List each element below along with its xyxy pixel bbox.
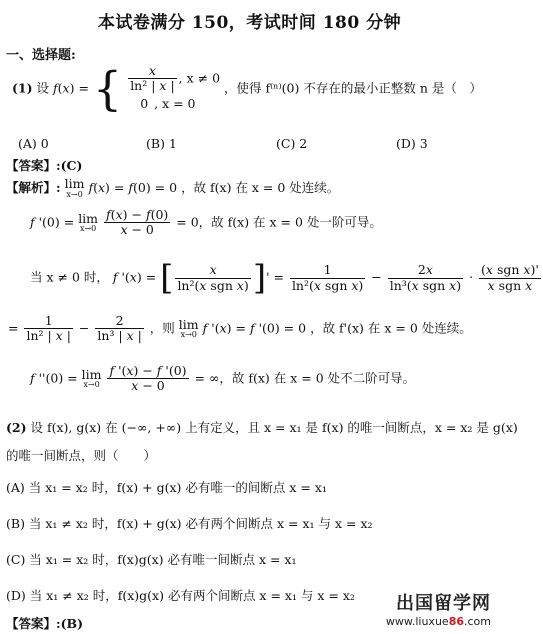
q1-option-b[interactable]: (B) 1 bbox=[146, 136, 177, 151]
q2-stem-1 bbox=[6, 418, 518, 436]
case2-value: 0 bbox=[140, 95, 149, 111]
watermark-name: 出国留学网 bbox=[396, 593, 491, 614]
line2-text: = 0，故 f(x) 在 x = 0 处一阶可导。 bbox=[176, 214, 382, 230]
watermark bbox=[386, 589, 491, 628]
line5-text: = ∞，故 f(x) 在 x = 0 处不二阶可导。 bbox=[194, 370, 416, 386]
q2-answer-value: (B) bbox=[60, 616, 84, 631]
piecewise-brace: { bbox=[92, 61, 123, 116]
watermark-url: www.liuxue86.com bbox=[385, 615, 491, 628]
analysis-line-3: 当 x ≠ 0 时， f '(x) = [ $\frac{x}{\text{ln²(x sgn x)}}$ ]' = $\frac{1}{\text{ln²(x sgn x)}}$ − $\frac{2x}{\text{ln³(x sgn x)}}$ · $\frac{\text{(x sgn x)'}}{\text{x sgn x}}$ bbox=[30, 258, 539, 298]
q2-answer bbox=[6, 614, 83, 632]
analysis-label: 【解析】: bbox=[6, 180, 61, 195]
analysis-line-5: f ''(0) = lim x→0 $\frac{f '(x) - f '(0)}{x - 0}$ = ∞，故 f(x) 在 x = 0 处不二阶可导。 bbox=[30, 363, 416, 394]
q2-number: (2) bbox=[6, 420, 27, 435]
piecewise-cases: $\frac{x}{\text{ln² | x |}}$ , x ≠ 0 0 , x = 0 bbox=[130, 63, 221, 111]
q1-option-a[interactable]: (A) 0 bbox=[18, 136, 49, 151]
section-heading: 一、选择题: bbox=[6, 48, 76, 63]
line1-text: ，故 f(x) 在 x = 0 处连续。 bbox=[181, 180, 340, 195]
analysis-line-2: f '(0) = lim x→0 $\frac{f(x) - f(0)}{x - 0}$ = 0，故 f(x) 在 x = 0 处一阶可导。 bbox=[30, 207, 382, 238]
q2-stem-line-1: 设 f(x), g(x) 在 (−∞, +∞) 上有定义，且 x = x₁ 是 f(x) 的唯一间断点，x = x₂ 是 g(x) bbox=[30, 420, 518, 435]
q1-answer-value: (C) bbox=[60, 158, 83, 173]
line4-tail: ，故 f'(x) 在 x = 0 处连续。 bbox=[310, 320, 472, 336]
q2-option-d[interactable]: (D) 当 x₁ ≠ x₂ 时，f(x)g(x) 必有两个间断点 x = x₁ 与 x = x₂ bbox=[6, 588, 355, 603]
q1-answer-label: 【答案】: bbox=[6, 158, 61, 173]
case2-condition: , x = 0 bbox=[154, 95, 196, 111]
q2-option-b[interactable]: (B) 当 x₁ ≠ x₂ 时，f(x) + g(x) 必有两个间断点 x = x₁ 与 x = x₂ bbox=[6, 516, 373, 531]
q1-statement: (1) 设 f(x) = { $\frac{x}{\text{ln² | x |}}$ , x ≠ 0 0 , x = 0 ，使得 f⁽ⁿ⁾(0) 不存在的最小正整数 n 是（ ） bbox=[12, 61, 482, 116]
q2-stem-2: 的唯一间断点，则（ ） bbox=[6, 448, 157, 463]
line3-prefix: 当 x ≠ 0 时， bbox=[30, 269, 109, 285]
case1-condition: , x ≠ 0 bbox=[178, 70, 221, 86]
q1-option-d[interactable]: (D) 3 bbox=[396, 136, 428, 151]
q1-option-c[interactable]: (C) 2 bbox=[276, 136, 308, 151]
exam-title: 本试卷满分 150，考试时间 180 分钟 bbox=[97, 13, 402, 33]
q2-option-a[interactable]: (A) 当 x₁ = x₂ 时，f(x) + g(x) 必有唯一的间断点 x = x₁ bbox=[6, 480, 327, 495]
analysis-line-4: = $\frac{1}{\text{ln² | x |}}$ − $\frac{2}{\text{ln³ | x |}}$ ，则 lim x→0 f '(x) = f '(0) = 0 ，故 f'(x) 在 x = 0 处连续。 bbox=[8, 313, 472, 344]
q1-answer bbox=[6, 156, 82, 174]
q2-option-c[interactable]: (C) 当 x₁ = x₂ 时，f(x)g(x) 必有唯一间断点 x = x₁ bbox=[6, 552, 297, 567]
q2-answer-label: 【答案】: bbox=[6, 616, 61, 631]
q1-question-text: ，使得 f⁽ⁿ⁾(0) 不存在的最小正整数 n 是（ ） bbox=[224, 80, 482, 96]
q1-number: (1) bbox=[12, 80, 33, 96]
line4-text: ，则 bbox=[149, 320, 175, 336]
q1-intro: 设 bbox=[36, 80, 50, 96]
analysis-line-1: 【解析】: lim x→0 f(x) = f(0) = 0 ，故 f(x) 在 x = 0 处连续。 bbox=[6, 176, 340, 199]
